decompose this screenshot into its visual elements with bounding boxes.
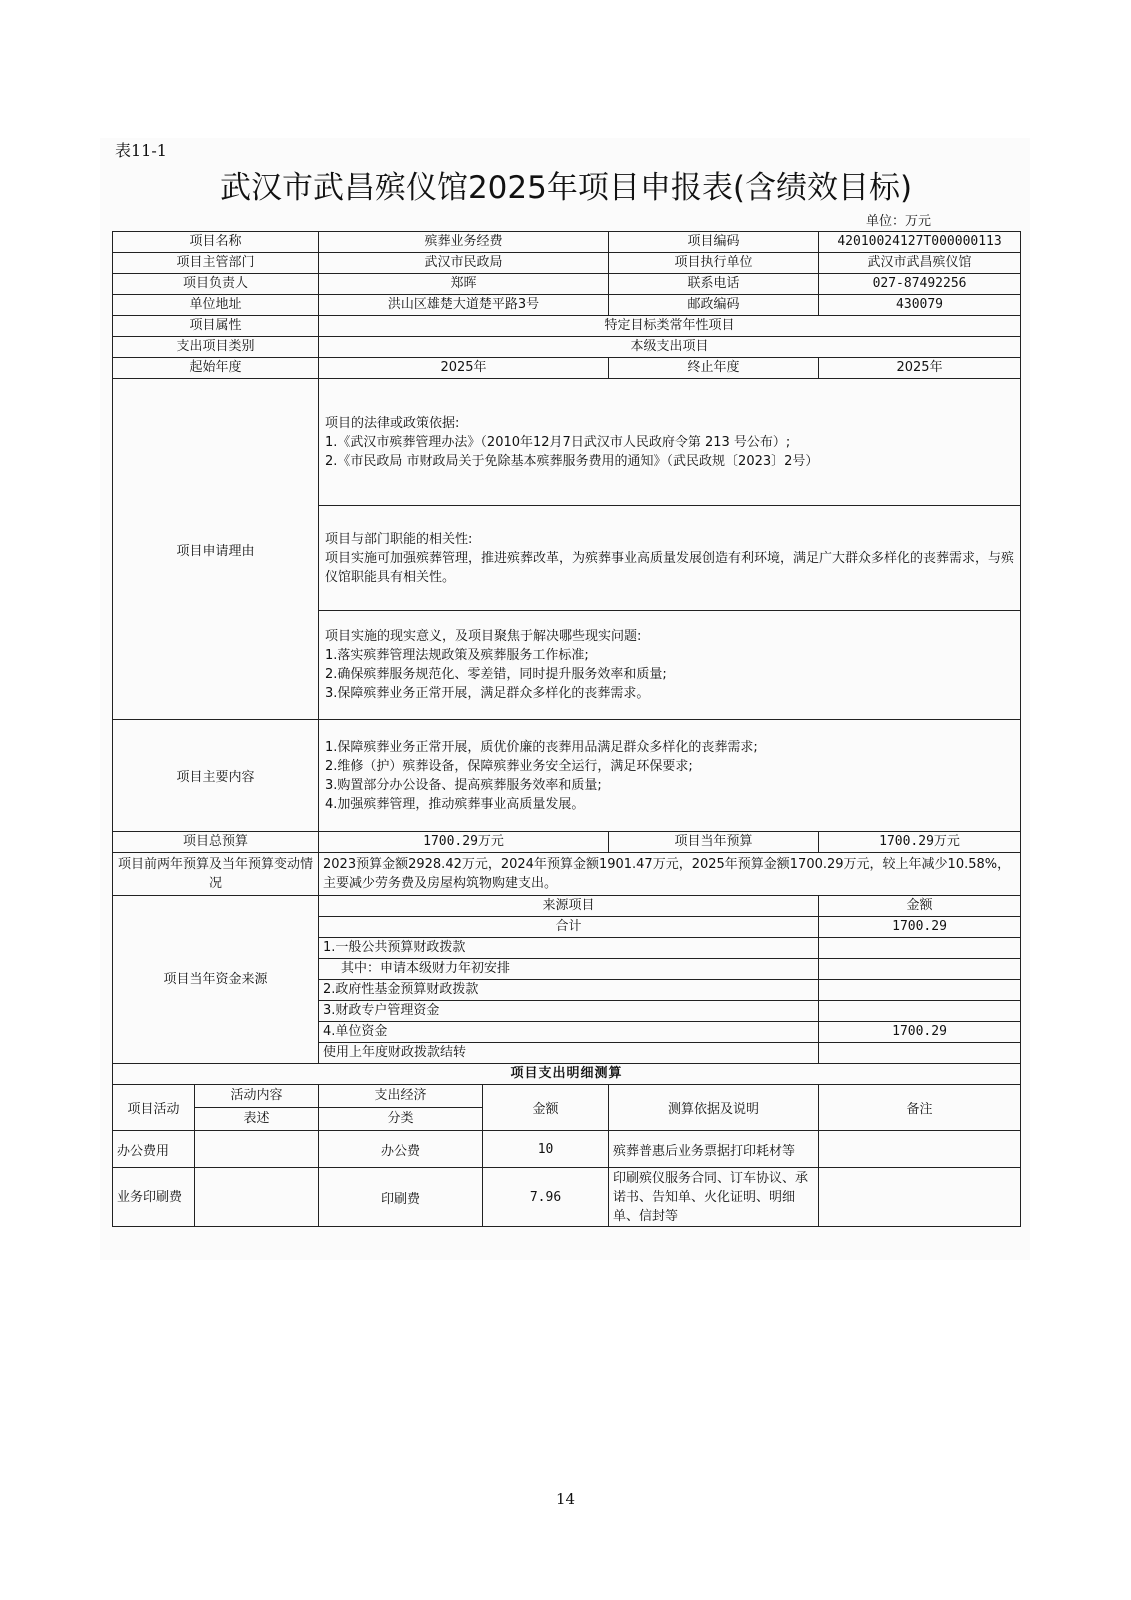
funding-general-budget-value [819,938,1021,959]
end-year-value: 2025年 [819,358,1021,379]
content-body [319,720,1021,832]
significance-line: 项目实施的现实意义，及项目聚焦于解决哪些现实问题: [325,629,642,644]
basis-line: 2.《市民政局 市财政局关于免除基本殡葬服务费用的通知》（武民政规〔2023〕2号） [325,453,819,469]
budget-change-label: 项目前两年预算及当年预算变动情况 [113,853,319,896]
name-label: 项目名称 [113,232,319,253]
row-reason-basis [113,379,1021,506]
detail-row [113,1168,1021,1227]
row-content [113,720,1021,832]
phone-label: 联系电话 [609,274,819,295]
funding-gov-fund: 2.政府性基金预算财政拨款 [319,980,819,1001]
category-value: 本级支出项目 [319,337,1021,358]
detail-activity: 业务印刷费 [113,1168,195,1227]
detail-content [195,1131,319,1168]
zip-label: 邮政编码 [609,295,819,316]
current-budget-label: 项目当年预算 [609,832,819,853]
detail-row [113,1131,1021,1168]
attribute-label: 项目属性 [113,316,319,337]
row-category [113,337,1021,358]
detail-activity-header: 项目活动 [113,1085,195,1131]
significance-line: 1.落实殡葬管理法规政策及殡葬服务工作标准; [325,648,589,663]
row-owner [113,274,1021,295]
row-address [113,295,1021,316]
detail-basis-header: 测算依据及说明 [609,1085,819,1131]
total-budget-label: 项目总预算 [113,832,319,853]
funding-source-header: 来源项目 [319,896,819,917]
detail-econ-header-top: 支出经济 [319,1085,483,1108]
owner-value: 郑晖 [319,274,609,295]
detail-note-header: 备注 [819,1085,1021,1131]
basis-line: 项目的法律或政策依据: [325,415,460,431]
attribute-value: 特定目标类常年性项目 [319,316,1021,337]
funding-gov-fund-value [819,980,1021,1001]
detail-econ-header [319,1085,483,1131]
detail-econ: 印刷费 [319,1168,483,1227]
detail-econ: 办公费 [319,1131,483,1168]
detail-econ-header-bottom: 分类 [387,1111,414,1126]
row-budget [113,832,1021,853]
relevance-line: 项目实施可加强殡葬管理，推进殡葬改革，为殡葬事业高质量发展创造有利环境，满足广大群众多样化的丧葬需求，与殡仪馆职能具有相关性。 [325,550,1015,585]
name-value: 殡葬业务经费 [319,232,609,253]
funding-total-value: 1700.29 [819,917,1021,938]
unit-label: 单位：万元 [866,214,932,229]
budget-change-value: 2023预算金额2928.42万元，2024年预算金额1901.47万元，2025年预算金额1700.29万元，较上年减少10.58%，主要减少劳务费及房屋构筑物购建支出。 [319,853,1021,896]
reason-relevance [319,506,1021,611]
funding-unit-funds: 4.单位资金 [319,1022,819,1043]
funding-carryover: 使用上年度财政拨款结转 [319,1043,819,1064]
basis-line: 1.《武汉市殡葬管理办法》（2010年12月7日武汉市人民政府令第 213 号公布）; [325,434,791,450]
funding-special-account-value [819,1001,1021,1022]
exec-label: 项目执行单位 [609,253,819,274]
content-label: 项目主要内容 [113,720,319,832]
significance-line: 3.保障殡葬业务正常开展，满足群众多样化的丧葬需求。 [325,686,650,701]
row-years [113,358,1021,379]
detail-basis: 印刷殡仪服务合同、订车协议、承诺书、告知单、火化证明、明细单、信封等 [609,1168,819,1227]
detail-content-header-top: 活动内容 [195,1085,319,1108]
address-label: 单位地址 [113,295,319,316]
row-name [113,232,1021,253]
significance-line: 2.确保殡葬服务规范化、零差错，同时提升服务效率和质量; [325,667,667,682]
address-value: 洪山区雄楚大道楚平路3号 [319,295,609,316]
funding-own-level-value [819,959,1021,980]
relevance-line: 项目与部门职能的相关性: [325,531,473,547]
page-title: 武汉市武昌殡仪馆2025年项目申报表(含绩效目标) [219,170,913,206]
start-year-value: 2025年 [319,358,609,379]
category-label: 支出项目类别 [113,337,319,358]
detail-activity: 办公费用 [113,1131,195,1168]
detail-amount: 10 [483,1131,609,1168]
reason-significance [319,611,1021,720]
total-budget-value: 1700.29万元 [319,832,609,853]
content-line: 4.加强殡葬管理，推动殡葬事业高质量发展。 [325,796,585,812]
row-detail-title [113,1064,1021,1085]
page-number: 14 [555,1490,576,1508]
phone-value: 027-87492256 [819,274,1021,295]
detail-note [819,1131,1021,1168]
end-year-label: 终止年度 [609,358,819,379]
funding-unit-funds-value: 1700.29 [819,1022,1021,1043]
detail-amount-header: 金额 [483,1085,609,1131]
start-year-label: 起始年度 [113,358,319,379]
detail-content-header-bottom: 表述 [243,1111,270,1126]
content-line: 3.购置部分办公设备、提高殡葬服务效率和质量; [325,777,602,793]
funding-general-budget: 1.一般公共预算财政拨款 [319,938,819,959]
code-value: 42010024127T000000113 [819,232,1021,253]
row-attribute [113,316,1021,337]
funding-special-account: 3.财政专户管理资金 [319,1001,819,1022]
detail-amount: 7.96 [483,1168,609,1227]
zip-value: 430079 [819,295,1021,316]
exec-value: 武汉市武昌殡仪馆 [819,253,1021,274]
detail-title: 项目支出明细测算 [113,1064,1021,1085]
funding-amount-header: 金额 [819,896,1021,917]
detail-content [195,1168,319,1227]
content-line: 1.保障殡葬业务正常开展，质优价廉的丧葬用品满足群众多样化的丧葬需求; [325,739,758,755]
detail-content-header [195,1085,319,1131]
row-funding-head [113,896,1021,917]
dept-label: 项目主管部门 [113,253,319,274]
content-line: 2.维修（护）殡葬设备，保障殡葬业务安全运行，满足环保要求; [325,758,693,774]
row-detail-head [113,1085,1021,1131]
row-budget-change [113,853,1021,896]
current-budget-value: 1700.29万元 [819,832,1021,853]
owner-label: 项目负责人 [113,274,319,295]
detail-basis: 殡葬普惠后业务票据打印耗材等 [609,1131,819,1168]
funding-total-label: 合计 [319,917,819,938]
project-application-table [112,231,1021,1227]
reason-basis [319,379,1021,506]
table-number: 表11-1 [115,141,167,160]
funding-own-level: 其中：申请本级财力年初安排 [319,959,819,980]
detail-note [819,1168,1021,1227]
funding-carryover-value [819,1043,1021,1064]
row-dept [113,253,1021,274]
dept-value: 武汉市民政局 [319,253,609,274]
code-label: 项目编码 [609,232,819,253]
funding-label: 项目当年资金来源 [113,896,319,1064]
reason-label: 项目申请理由 [113,379,319,720]
